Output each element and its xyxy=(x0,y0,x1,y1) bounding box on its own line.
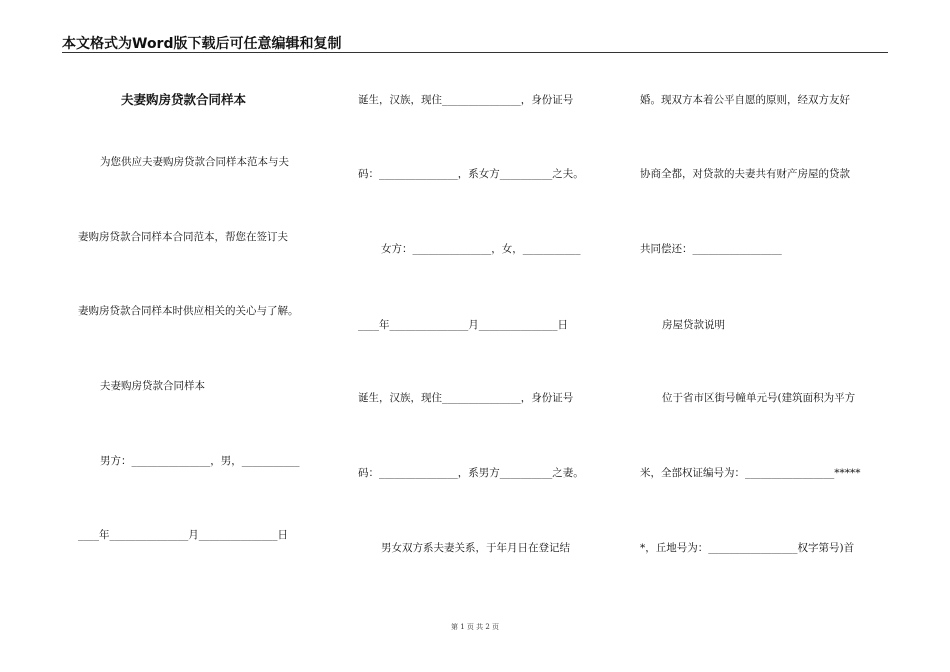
section-heading: 房屋贷款说明 xyxy=(662,319,725,331)
paragraph-line: 位于省市区街号幢单元号(建筑面积为平方 xyxy=(662,392,856,404)
paragraph-line: 诞生，汉族，现住_______________，身份证号 xyxy=(358,94,574,106)
paragraph-line: 米，全部权证编号为：_________________***** xyxy=(640,467,861,479)
paragraph-line: ____年_______________月_______________日 xyxy=(358,319,568,331)
paragraph-line: 妻购房贷款合同样本时供应相关的关心与了解。 xyxy=(78,305,299,317)
header-divider xyxy=(62,52,888,53)
paragraph-line: 男女双方系夫妻关系，于年月日在登记结 xyxy=(381,542,570,554)
paragraph-line: 码：_______________，系男方__________之妻。 xyxy=(358,467,584,479)
paragraph-line: ____年_______________月_______________日 xyxy=(78,529,288,541)
paragraph-line: 共同偿还：_________________ xyxy=(640,243,782,255)
section-heading: 夫妻购房贷款合同样本 xyxy=(100,380,205,392)
paragraph-line: 协商全都，对贷款的夫妻共有财产房屋的贷款 xyxy=(640,168,850,180)
paragraph-line: 诞生，汉族，现住_______________，身份证号 xyxy=(358,392,574,404)
paragraph-line: *，丘地号为：_________________权字第号)首 xyxy=(640,542,855,554)
document-header: 本文格式为Word版下载后可任意编辑和复制 xyxy=(62,36,342,52)
paragraph-line: 女方：_______________，女，___________ xyxy=(381,243,581,255)
paragraph-line: 为您供应夫妻购房贷款合同样本范本与夫 xyxy=(100,156,289,168)
paragraph-line: 男方：_______________，男，___________ xyxy=(100,455,300,467)
paragraph-line: 妻购房贷款合同样本合同范本，帮您在签订夫 xyxy=(78,231,288,243)
paragraph-line: 码：_______________，系女方__________之夫。 xyxy=(358,168,584,180)
paragraph-line: 婚。现双方本着公平自愿的原则，经双方友好 xyxy=(640,94,850,106)
page-number: 第 1 页 共 2 页 xyxy=(450,623,500,631)
document-title: 夫妻购房贷款合同样本 xyxy=(121,92,247,107)
